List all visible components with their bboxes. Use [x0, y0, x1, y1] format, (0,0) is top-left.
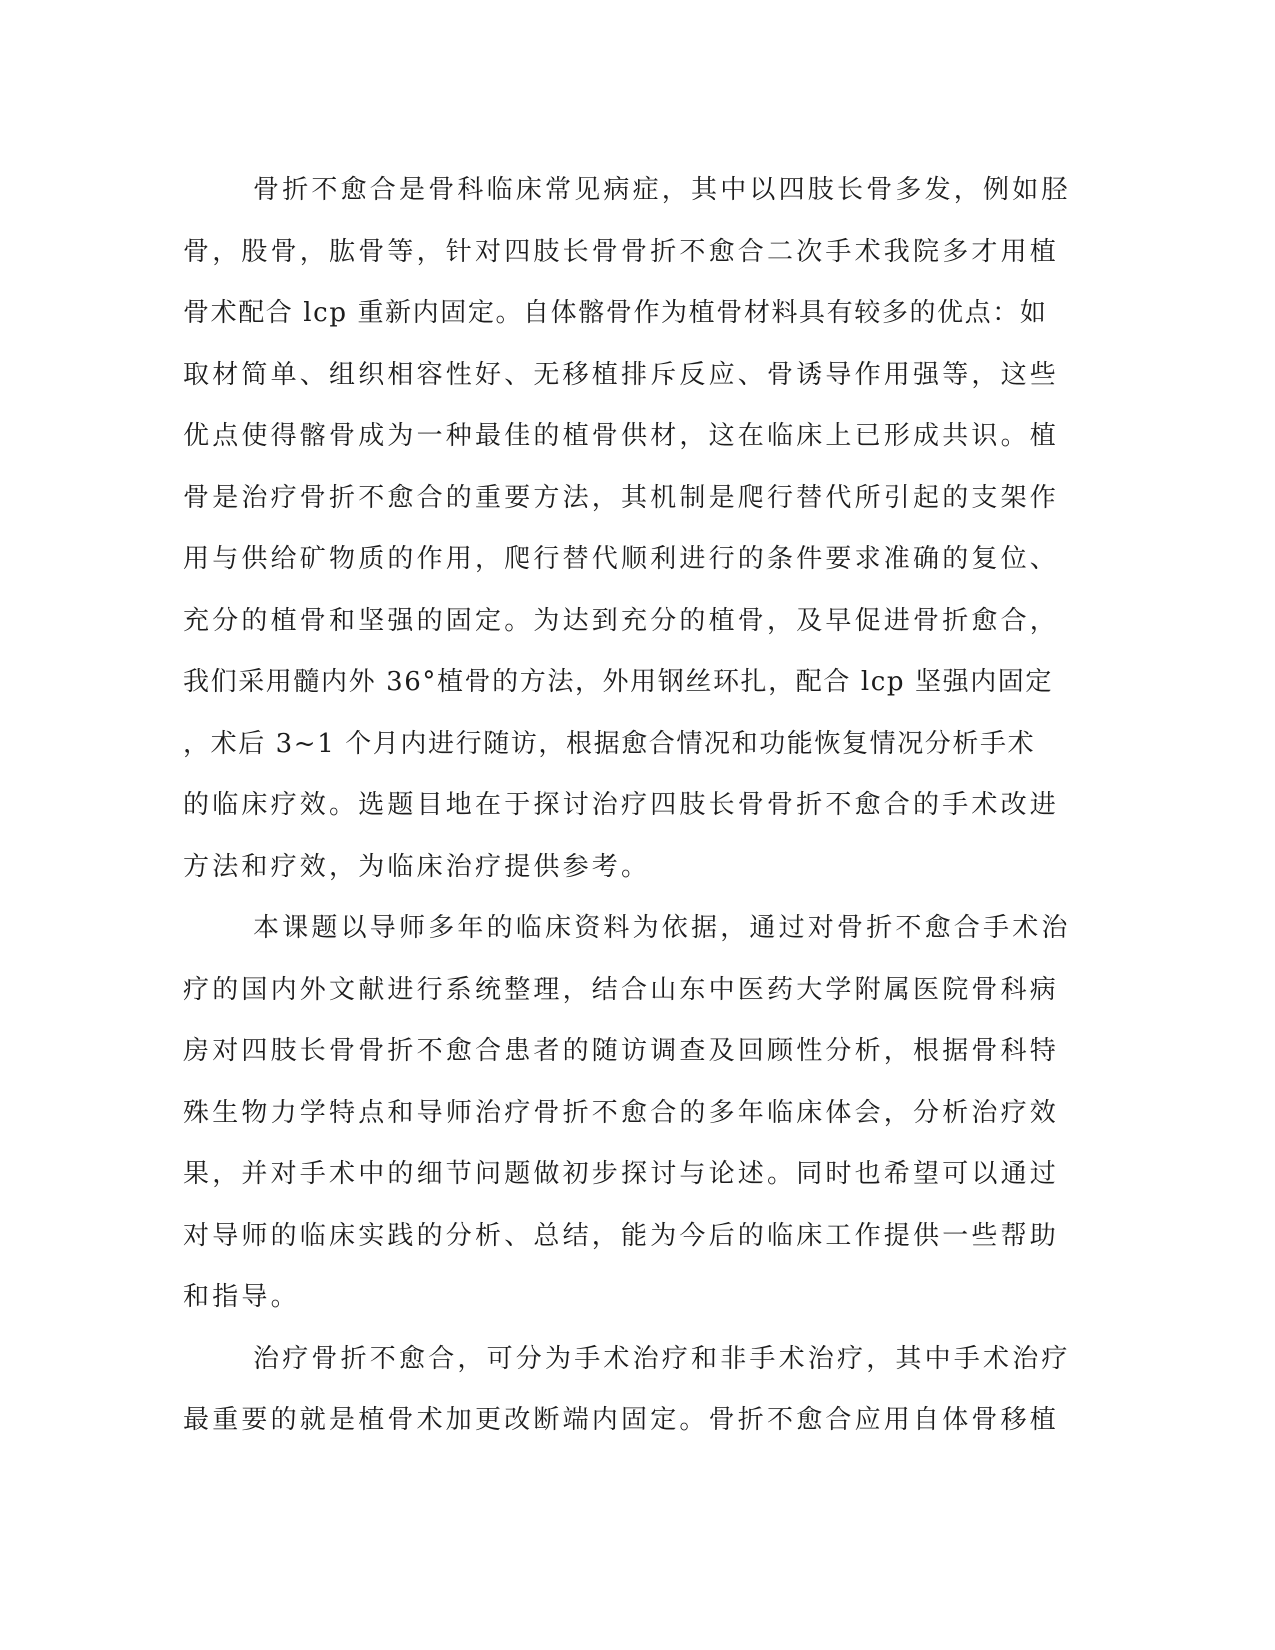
document-body	[183, 160, 1071, 1452]
paragraph-1-line-6: 骨是治疗骨折不愈合的重要方法，其机制是爬行替代所引起的支架作	[183, 482, 1060, 513]
paragraph-1-line-10: ，术后 3~1 个月内进行随访，根据愈合情况和功能恢复情况分析手术	[183, 728, 1036, 759]
paragraph-1-line-2: 骨，股骨，肱骨等，针对四肢长骨骨折不愈合二次手术我院多才用植	[183, 236, 1060, 267]
paragraph-1-line-1: 骨折不愈合是骨科临床常见病症，其中以四肢长骨多发，例如胫	[253, 175, 1071, 205]
paragraph-1-line-5: 优点使得髂骨成为一种最佳的植骨供材，这在临床上已形成共识。植	[183, 421, 1060, 451]
paragraph-2-line-5: 果，并对手术中的细节问题做初步探讨与论述。同时也希望可以通过	[183, 1159, 1060, 1189]
paragraph-1-line-12: 方法和疗效，为临床治疗提供参考。	[183, 851, 651, 882]
paragraph-1-line-3: 骨术配合 lcp 重新内固定。自体髂骨作为植骨材料具有较多的优点：如	[183, 298, 1048, 328]
paragraph-3-line-2: 最重要的就是植骨术加更改断端内固定。骨折不愈合应用自体骨移植	[183, 1405, 1060, 1435]
paragraph-2-line-4: 殊生物力学特点和导师治疗骨折不愈合的多年临床体会，分析治疗效	[183, 1097, 1060, 1128]
paragraph-1-line-8: 充分的植骨和坚强的固定。为达到充分的植骨，及早促进骨折愈合，	[183, 605, 1060, 636]
paragraph-1-line-7: 用与供给矿物质的作用，爬行替代顺利进行的条件要求准确的复位、	[183, 544, 1060, 574]
paragraph-1-line-9: 我们采用髓内外 36°植骨的方法，外用钢丝环扎，配合 lcp 坚强内固定	[183, 667, 1053, 697]
paragraph-1-line-11: 的临床疗效。选题目地在于探讨治疗四肢长骨骨折不愈合的手术改进	[183, 790, 1060, 820]
paragraph-2-line-7: 和指导。	[183, 1282, 300, 1312]
paragraph-2-line-3: 房对四肢长骨骨折不愈合患者的随访调查及回顾性分析，根据骨科特	[183, 1036, 1060, 1066]
paragraph-1-line-4: 取材简单、组织相容性好、无移植排斥反应、骨诱导作用强等，这些	[183, 359, 1060, 390]
paragraph-2-line-6: 对导师的临床实践的分析、总结，能为今后的临床工作提供一些帮助	[183, 1220, 1060, 1251]
paragraph-2-line-1: 本课题以导师多年的临床资料为依据，通过对骨折不愈合手术治	[253, 913, 1071, 943]
paragraph-3-line-1: 治疗骨折不愈合，可分为手术治疗和非手术治疗，其中手术治疗	[253, 1343, 1071, 1374]
paragraph-2-line-2: 疗的国内外文献进行系统整理，结合山东中医药大学附属医院骨科病	[183, 974, 1060, 1005]
